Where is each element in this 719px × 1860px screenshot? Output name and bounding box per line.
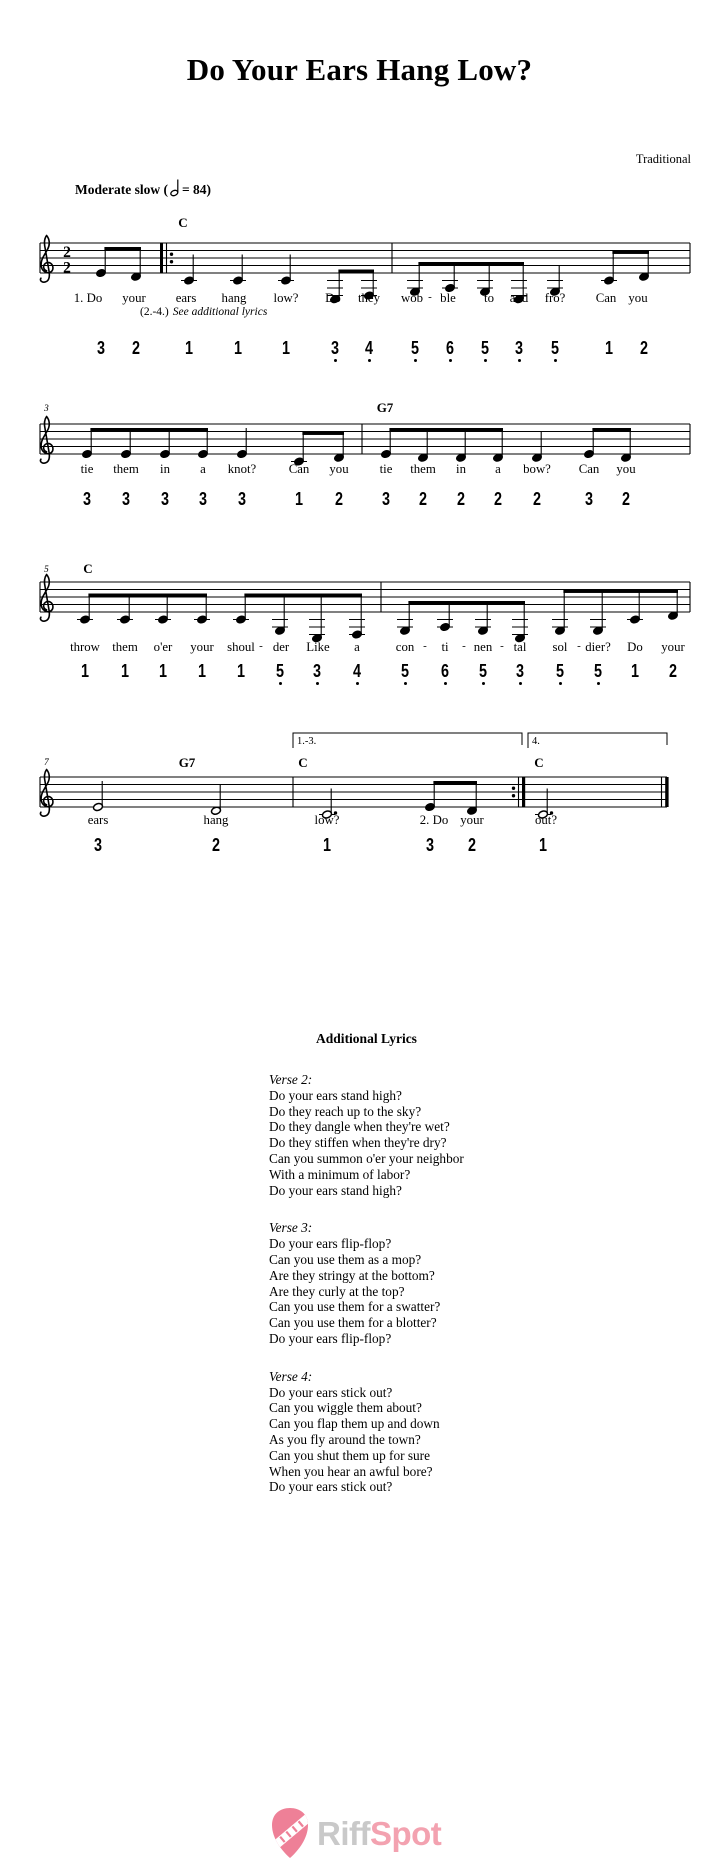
verse-block <box>269 1072 529 1198</box>
number-cell <box>478 662 488 685</box>
number-digit: 2 <box>639 338 649 358</box>
number-digit: 1 <box>236 661 246 681</box>
repeat-lyrics-note <box>140 306 267 318</box>
octave-dot <box>518 682 521 685</box>
octave-dot <box>596 682 599 685</box>
beam <box>104 247 141 250</box>
lyric-line: Do your ears stick out? <box>269 1479 393 1495</box>
number-cell <box>334 490 344 508</box>
lyric-syllable: knot? <box>227 462 257 476</box>
octave-dot <box>558 682 561 685</box>
number-cell <box>410 339 420 362</box>
number-cell <box>281 339 291 357</box>
system-4 <box>40 733 669 819</box>
lyric-line: Do your ears stick out? <box>269 1384 393 1400</box>
lyric-syllable: low? <box>314 813 340 827</box>
pick-icon <box>270 1806 310 1860</box>
verse-block <box>269 1369 529 1495</box>
number-cell <box>584 490 594 508</box>
system-2 <box>40 417 690 467</box>
lyric-line: With a minimum of labor? <box>269 1166 411 1182</box>
lyric-syllable: - <box>577 640 581 652</box>
number-cell <box>131 339 141 357</box>
lyric-syllable: Do <box>325 291 341 305</box>
number-cell <box>400 662 410 685</box>
number-digit: 2 <box>621 489 631 509</box>
lyric-syllable: they <box>357 291 381 305</box>
lyric-syllable: - <box>259 640 263 652</box>
number-cell <box>82 490 92 508</box>
lyric-line: Are they curly at the top? <box>269 1283 405 1299</box>
number-cell <box>121 490 131 508</box>
beam <box>338 270 374 273</box>
lyric-syllable: a <box>495 462 501 476</box>
number-digit: 2 <box>456 489 466 509</box>
lyric-line: Do your ears flip-flop? <box>269 1330 392 1346</box>
number-cell <box>418 490 428 508</box>
number-digit: 2 <box>418 489 428 509</box>
number-digit: 5 <box>478 661 488 681</box>
lyric-syllable: der <box>272 640 290 654</box>
number-cell <box>425 836 435 854</box>
lyric-syllable: shoul <box>227 640 255 654</box>
number-cell <box>96 339 106 357</box>
lyric-syllable: - <box>423 640 427 652</box>
lyric-syllable: Can <box>288 462 310 476</box>
lyric-syllable: con <box>395 640 415 654</box>
lyric-line: Do your ears stand high? <box>269 1182 402 1198</box>
riffspot-logo <box>270 1806 441 1860</box>
lyric-syllable: ti <box>441 640 449 654</box>
number-cell <box>467 836 477 854</box>
number-digit: 3 <box>584 489 594 509</box>
volta-bracket <box>293 733 522 748</box>
repeat-lyrics-text: See additional lyrics <box>172 306 268 318</box>
lyric-syllable: them <box>112 640 138 654</box>
number-digit: 1 <box>158 661 168 681</box>
verse-label: Verse 4: <box>269 1368 313 1384</box>
verses <box>269 1072 529 1495</box>
number-digit: 3 <box>160 489 170 509</box>
number-digit: 1 <box>281 338 291 358</box>
lyric-syllable: ears <box>87 813 109 827</box>
lyric-syllable: a <box>200 462 206 476</box>
number-digit: 2 <box>668 661 678 681</box>
number-digit: 1 <box>233 338 243 358</box>
lyric-syllable: ble <box>440 291 456 305</box>
octave-dot <box>443 682 446 685</box>
number-cell <box>352 662 362 685</box>
number-cell <box>364 339 374 362</box>
brand-riff: Riff <box>317 1814 370 1852</box>
lyric-syllable: wob <box>400 291 424 305</box>
repeat-lyrics-prefix: (2.-4.) <box>140 306 169 318</box>
number-digit: 5 <box>400 661 410 681</box>
number-cell <box>456 490 466 508</box>
volta-bracket <box>528 733 667 748</box>
lyric-syllable: Can <box>595 291 617 305</box>
lyric-syllable: your <box>190 640 214 654</box>
octave-dot <box>333 359 336 362</box>
beam <box>389 428 503 431</box>
octave-dot <box>481 682 484 685</box>
lyric-syllable: 1. Do <box>73 291 103 305</box>
number-digit: 1 <box>80 661 90 681</box>
lyric-line: Do your ears stand high? <box>269 1087 402 1103</box>
lyric-line: Do they dangle when they're wet? <box>269 1119 450 1135</box>
number-cell <box>630 662 640 680</box>
number-digit: 1 <box>604 338 614 358</box>
lyric-syllable: tie <box>379 462 393 476</box>
verse-label: Verse 2: <box>269 1072 313 1087</box>
number-digit: 2 <box>467 835 477 855</box>
number-digit: 3 <box>425 835 435 855</box>
chord-label: G7 <box>376 400 394 415</box>
lyric-syllable: 2. Do <box>419 813 449 827</box>
lyric-syllable: fro? <box>544 291 566 305</box>
lyric-syllable: your <box>122 291 146 305</box>
number-digit: 6 <box>440 661 450 681</box>
volta-label: 1.-3. <box>297 736 317 747</box>
number-digit: 5 <box>275 661 285 681</box>
number-cell <box>668 662 678 680</box>
number-cell <box>211 836 221 854</box>
octave-dot <box>278 682 281 685</box>
beam <box>90 428 208 431</box>
beam <box>408 601 525 604</box>
number-cell <box>538 836 548 854</box>
number-cell <box>80 662 90 680</box>
number-digit: 2 <box>334 489 344 509</box>
number-digit: 1 <box>120 661 130 681</box>
lyric-syllable: you <box>628 291 648 305</box>
chord-label: C <box>178 215 188 230</box>
lyric-line: Do your ears flip-flop? <box>269 1236 392 1252</box>
number-digit: 5 <box>555 661 565 681</box>
number-digit: 2 <box>493 489 503 509</box>
number-cell <box>445 339 455 362</box>
number-cell <box>593 662 603 685</box>
lyric-syllable: - <box>428 291 432 303</box>
lyric-syllable: tal <box>513 640 527 654</box>
number-digit: 3 <box>381 489 391 509</box>
lyric-syllable: dier? <box>585 640 611 654</box>
lyric-syllable: your <box>661 640 685 654</box>
lyric-syllable: tie <box>80 462 94 476</box>
octave-dot <box>355 682 358 685</box>
number-cell <box>197 662 207 680</box>
number-digit: 3 <box>237 489 247 509</box>
number-cell <box>639 339 649 357</box>
number-cell <box>160 490 170 508</box>
number-cell <box>532 490 542 508</box>
number-cell <box>233 339 243 357</box>
lyric-syllable: o'er <box>153 640 173 654</box>
measure-number: 7 <box>44 758 49 768</box>
lyric-line: Can you summon o'er your neighbor <box>269 1150 464 1166</box>
number-cell <box>93 836 103 854</box>
lyric-line: Do they stiffen when they're dry? <box>269 1135 447 1151</box>
beam <box>302 432 344 435</box>
lyric-line: As you fly around the town? <box>269 1431 421 1447</box>
number-digit: 6 <box>445 338 455 358</box>
number-digit: 3 <box>515 661 525 681</box>
number-digit: 3 <box>330 338 340 358</box>
page-title: Do Your Ears Hang Low? <box>186 52 533 87</box>
number-cell <box>158 662 168 680</box>
number-digit: 3 <box>198 489 208 509</box>
number-digit: 3 <box>514 338 524 358</box>
number-digit: 1 <box>184 338 194 358</box>
number-cell <box>440 662 450 685</box>
lyric-syllable: throw <box>70 640 100 654</box>
number-digit: 3 <box>93 835 103 855</box>
lyric-line: Can you shut them up for sure <box>269 1447 431 1463</box>
number-digit: 1 <box>197 661 207 681</box>
number-digit: 5 <box>480 338 490 358</box>
number-cell <box>236 662 246 680</box>
additional-lyrics-heading: Additional Lyrics <box>316 1031 417 1046</box>
number-cell <box>237 490 247 508</box>
octave-dot <box>403 682 406 685</box>
number-cell <box>381 490 391 508</box>
beam <box>418 262 524 265</box>
chord-label: C <box>534 755 544 770</box>
beam <box>563 590 678 593</box>
number-digit: 1 <box>294 489 304 509</box>
beam <box>88 594 207 597</box>
number-cell <box>480 339 490 362</box>
number-digit: 2 <box>532 489 542 509</box>
lyric-syllable: Do <box>627 640 643 654</box>
lyric-syllable: hang <box>203 813 229 827</box>
number-digit: 2 <box>131 338 141 358</box>
number-digit: 5 <box>550 338 560 358</box>
number-cell <box>198 490 208 508</box>
octave-dot <box>315 682 318 685</box>
lyric-syllable: bow? <box>523 462 551 476</box>
number-cell <box>550 339 560 362</box>
number-digit: 1 <box>538 835 548 855</box>
number-cell <box>493 490 503 508</box>
number-digit: 2 <box>211 835 221 855</box>
number-cell <box>515 662 525 685</box>
lyric-line: When you hear an awful bore? <box>269 1463 433 1479</box>
number-digit: 1 <box>322 835 332 855</box>
octave-dot <box>413 359 416 362</box>
lyric-syllable: Like <box>306 640 330 654</box>
lyric-syllable: ears <box>175 291 197 305</box>
lyric-syllable: in <box>456 462 466 476</box>
lyric-line: Do they reach up to the sky? <box>269 1103 422 1119</box>
lyric-syllable: you <box>616 462 636 476</box>
number-digit: 5 <box>593 661 603 681</box>
number-cell <box>275 662 285 685</box>
verse-label: Verse 3: <box>269 1220 313 1236</box>
measure-number: 5 <box>44 565 49 575</box>
music-notation <box>0 0 719 900</box>
number-cell <box>120 662 130 680</box>
number-cell <box>604 339 614 357</box>
lyric-syllable: low? <box>273 291 299 305</box>
chord-label: C <box>83 561 93 576</box>
lyric-syllable: - <box>462 640 466 652</box>
lyric-syllable: your <box>460 813 484 827</box>
beam <box>612 251 649 254</box>
brand-spot: Spot <box>369 1814 442 1852</box>
system-3 <box>40 575 690 643</box>
lyric-line: Are they stringy at the bottom? <box>269 1267 435 1283</box>
number-cell <box>330 339 340 362</box>
lyric-syllable: sol <box>552 640 568 654</box>
number-digit: 4 <box>364 338 374 358</box>
credit: Traditional <box>635 152 691 166</box>
octave-dot <box>517 359 520 362</box>
number-digit: 3 <box>121 489 131 509</box>
number-cell <box>621 490 631 508</box>
number-cell <box>555 662 565 685</box>
octave-dot <box>553 359 556 362</box>
lyric-syllable: - <box>500 640 504 652</box>
octave-dot <box>367 359 370 362</box>
beam <box>244 594 362 597</box>
number-digit: 5 <box>410 338 420 358</box>
number-digit: 3 <box>312 661 322 681</box>
number-cell <box>312 662 322 685</box>
number-digit: 4 <box>352 661 362 681</box>
number-digit: 1 <box>630 661 640 681</box>
timesig-upper: 2 <box>63 244 71 261</box>
lyric-syllable: them <box>410 462 436 476</box>
lyric-line: Can you use them for a blotter? <box>269 1315 437 1331</box>
lyric-syllable: you <box>329 462 349 476</box>
lyric-syllable: nen <box>473 640 493 654</box>
lyric-line: Can you use them for a swatter? <box>269 1299 441 1315</box>
beam <box>433 781 477 784</box>
tempo-label: Moderate slow <box>75 182 161 197</box>
verse-block <box>269 1220 529 1346</box>
chord-label: G7 <box>178 755 196 770</box>
octave-dot <box>448 359 451 362</box>
number-cell <box>322 836 332 854</box>
lyric-line: Can you flap them up and down <box>269 1416 440 1432</box>
lyric-syllable: out? <box>534 813 558 827</box>
lyric-syllable: Can <box>578 462 600 476</box>
lyric-syllable: in <box>160 462 170 476</box>
tempo-marking: Moderate slow ( = 84) <box>75 178 211 198</box>
beam <box>592 428 631 431</box>
timesig-lower: 2 <box>63 259 71 277</box>
volta-label: 4. <box>532 736 540 747</box>
lyric-syllable: to <box>484 291 494 305</box>
lyric-line: Can you use them as a mop? <box>269 1251 422 1267</box>
number-digit: 3 <box>96 338 106 358</box>
lyric-syllable: a <box>354 640 360 654</box>
lyric-syllable: them <box>113 462 139 476</box>
lyric-syllable: and <box>509 291 529 305</box>
lyric-syllable: hang <box>221 291 247 305</box>
chord-label: C <box>298 755 308 770</box>
number-cell <box>294 490 304 508</box>
lyric-line: Can you wiggle them about? <box>269 1400 422 1416</box>
number-digit: 3 <box>82 489 92 509</box>
measure-number: 3 <box>44 404 49 414</box>
octave-dot <box>483 359 486 362</box>
number-cell <box>184 339 194 357</box>
number-cell <box>514 339 524 362</box>
